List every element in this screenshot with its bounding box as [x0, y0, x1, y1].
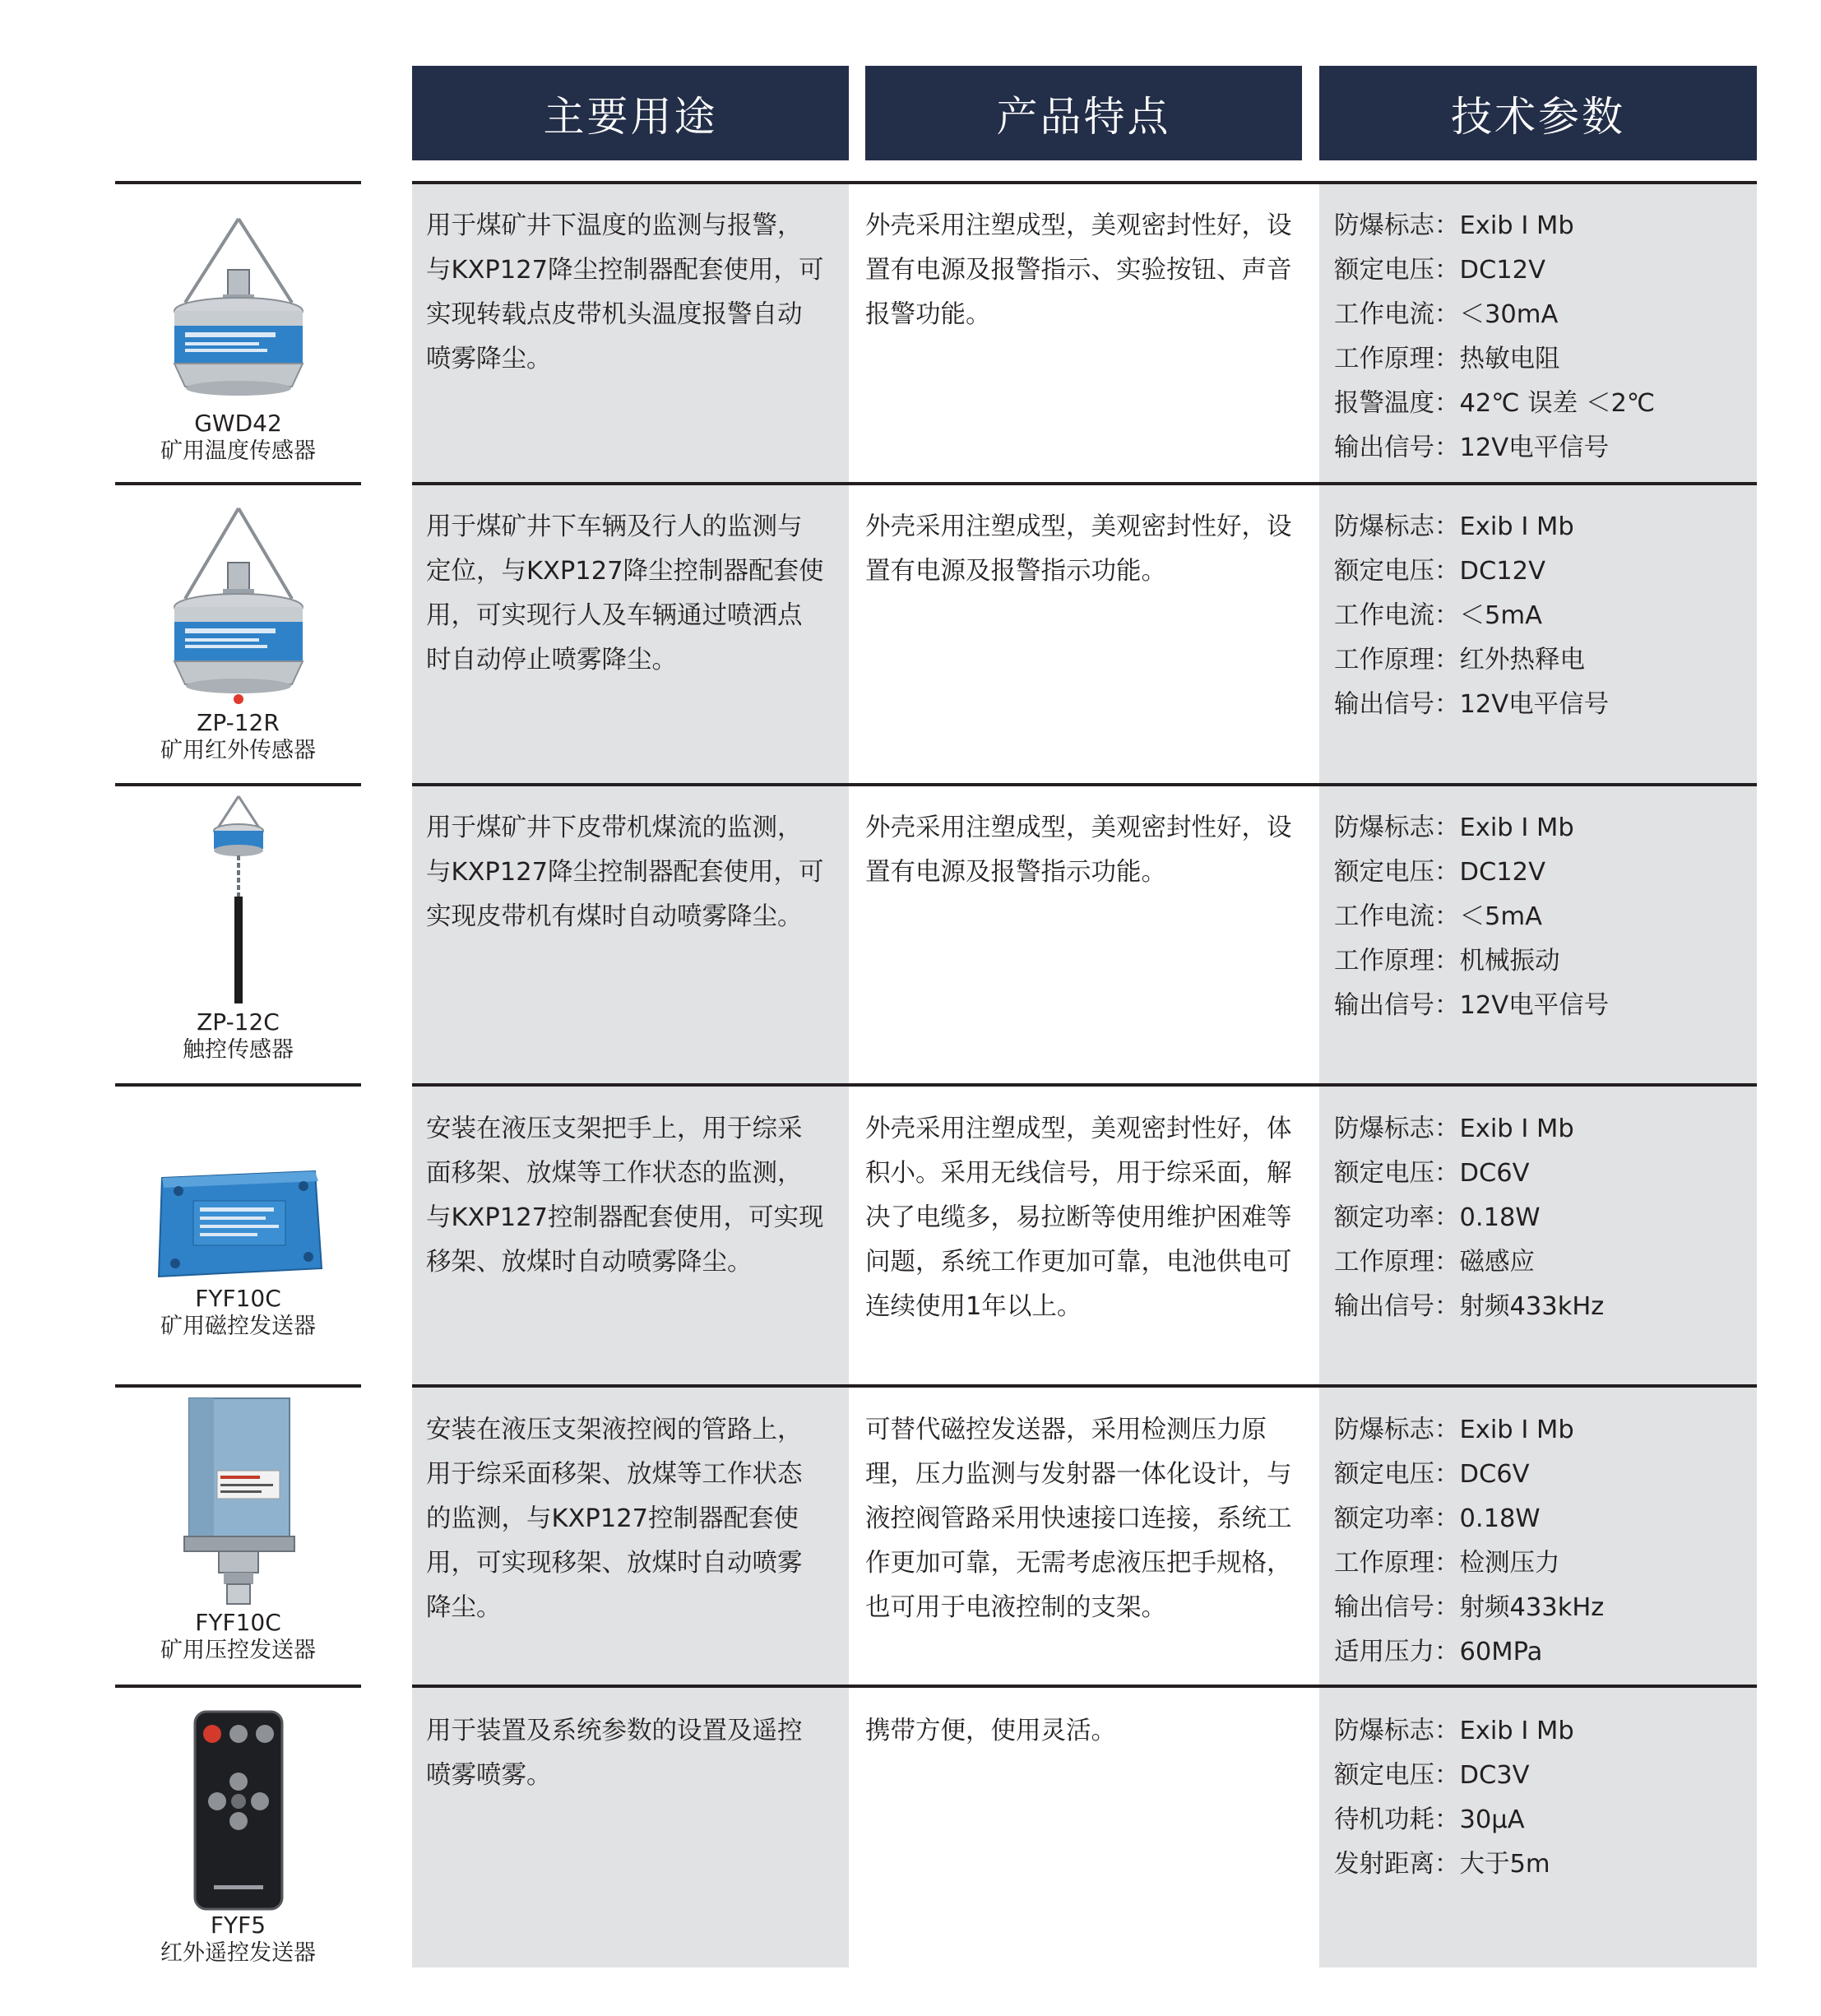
specs-cell-gwd42: 防爆标志：Exib Ⅰ Mb 额定电压：DC12V 工作电流：＜30mA 工作原理：热敏电阻 报警温度：42℃ 误差 ＜2℃ 输出信号：12V电平信号 — [1334, 211, 1656, 462]
temperature-sensor-image — [152, 212, 325, 410]
product-model: FYF10C — [195, 1609, 281, 1636]
row-divider — [412, 482, 1757, 485]
row-divider — [412, 1685, 1757, 1688]
features-cell-zp12r: 外壳采用注塑成型，美观密封性好，设 置有电源及报警指示功能。 — [865, 512, 1292, 586]
features-cell-gwd42: 外壳采用注塑成型，美观密封性好，设 置有电源及报警指示、实验按钮、声音 报警功能。 — [865, 211, 1292, 329]
product-zp12r — [115, 503, 361, 765]
row-divider — [412, 1083, 1757, 1087]
features-cell-fyf5: 携带方便，使用灵活。 — [865, 1717, 1116, 1745]
product-gwd42 — [115, 212, 361, 466]
product-model: FYF10C — [195, 1285, 281, 1312]
product-fyf5 — [115, 1709, 361, 1967]
product-model: GWD42 — [194, 410, 282, 437]
product-zp12c — [115, 793, 361, 1064]
row-divider — [115, 783, 361, 786]
specs-cell-fyf10c-magnetic: 防爆标志：Exib Ⅰ Mb 额定电压：DC6V 额定功率：0.18W 工作原理：磁感应 输出信号：射频433kHz — [1334, 1115, 1605, 1321]
product-name: 红外遥控发送器 — [160, 1940, 316, 1966]
features-cell-fyf10c-magnetic: 外壳采用注塑成型，美观密封性好，体 积小。采用无线信号，用于综采面，解 决了电缆多，易拉断等使用维护困难等 问题，系统工作更加可靠，电池供电可 连续使用1年以上。 — [865, 1115, 1292, 1321]
row-divider — [412, 1384, 1757, 1388]
specs-cell-zp12r: 防爆标志：Exib Ⅰ Mb 额定电压：DC12V 工作电流：＜5mA 工作原理：红外热释电 输出信号：12V电平信号 — [1334, 512, 1610, 719]
features-cell-fyf10c-pressure: 可替代磁控发送器，采用检测压力原 理，压力监测与发射器一体化设计，与 液控阀管路采用快速接口连接，系统工 作更加可靠，无需考虑液压把手规格， 也可用于电液控制的支架。 — [865, 1416, 1292, 1622]
touch-sensor-image — [189, 793, 288, 1008]
usage-cell-gwd42: 用于煤矿井下温度的监测与报警， 与KXP127降尘控制器配套使用，可 实现转载点皮带机头温度报警自动 喷雾降尘。 — [426, 211, 824, 373]
row-divider — [115, 1685, 361, 1688]
infrared-sensor-image — [152, 503, 325, 709]
product-fyf10c-pressure — [115, 1393, 361, 1665]
header-features: 产品特点 — [865, 66, 1302, 160]
specs-cell-fyf5: 防爆标志：Exib Ⅰ Mb 额定电压：DC3V 待机功耗：30μA 发射距离：大于5m — [1334, 1717, 1574, 1879]
row-divider — [115, 1384, 361, 1388]
usage-column-background — [412, 181, 849, 1967]
row-divider — [412, 181, 1757, 184]
product-model: ZP-12C — [197, 1008, 280, 1036]
product-fyf10c-magnetic — [115, 1161, 361, 1341]
row-divider — [115, 181, 361, 184]
product-model: ZP-12R — [197, 709, 280, 736]
product-name: 矿用温度传感器 — [160, 438, 316, 464]
usage-cell-fyf5: 用于装置及系统参数的设置及遥控 喷雾喷雾。 — [426, 1717, 803, 1790]
usage-cell-fyf10c-pressure: 安装在液压支架液控阀的管路上， 用于综采面移架、放煤等工作状态 的监测，与KXP127控制器配套使 用，可实现移架、放煤时自动喷雾 降尘。 — [426, 1416, 803, 1622]
row-divider — [115, 1083, 361, 1087]
header-specs: 技术参数 — [1319, 66, 1757, 160]
features-cell-zp12c: 外壳采用注塑成型，美观密封性好，设 置有电源及报警指示功能。 — [865, 813, 1292, 887]
magnetic-transmitter-image — [151, 1161, 327, 1285]
row-divider — [412, 783, 1757, 786]
product-name: 矿用压控发送器 — [160, 1638, 316, 1663]
product-name: 矿用红外传感器 — [160, 738, 316, 763]
infrared-remote-image — [192, 1709, 285, 1912]
product-name: 矿用磁控发送器 — [160, 1314, 316, 1339]
product-name: 触控传感器 — [183, 1037, 294, 1063]
specs-cell-fyf10c-pressure: 防爆标志：Exib Ⅰ Mb 额定电压：DC6V 额定功率：0.18W 工作原理：检测压力 输出信号：射频433kHz 适用压力：60MPa — [1334, 1416, 1605, 1666]
usage-cell-fyf10c-magnetic: 安装在液压支架把手上，用于综采 面移架、放煤等工作状态的监测， 与KXP127控制器配套使用，可实现 移架、放煤时自动喷雾降尘。 — [426, 1115, 824, 1277]
usage-cell-zp12c: 用于煤矿井下皮带机煤流的监测， 与KXP127降尘控制器配套使用，可 实现皮带机有煤时自动喷雾降尘。 — [426, 813, 824, 931]
pressure-transmitter-image — [173, 1393, 304, 1609]
row-divider — [115, 482, 361, 485]
usage-cell-zp12r: 用于煤矿井下车辆及行人的监测与 定位，与KXP127降尘控制器配套使 用，可实现行人及车辆通过喷洒点 时自动停止喷雾降尘。 — [426, 512, 824, 674]
header-usage: 主要用途 — [412, 66, 849, 160]
specs-cell-zp12c: 防爆标志：Exib Ⅰ Mb 额定电压：DC12V 工作电流：＜5mA 工作原理：机械振动 输出信号：12V电平信号 — [1334, 813, 1610, 1020]
product-model: FYF5 — [210, 1912, 266, 1939]
